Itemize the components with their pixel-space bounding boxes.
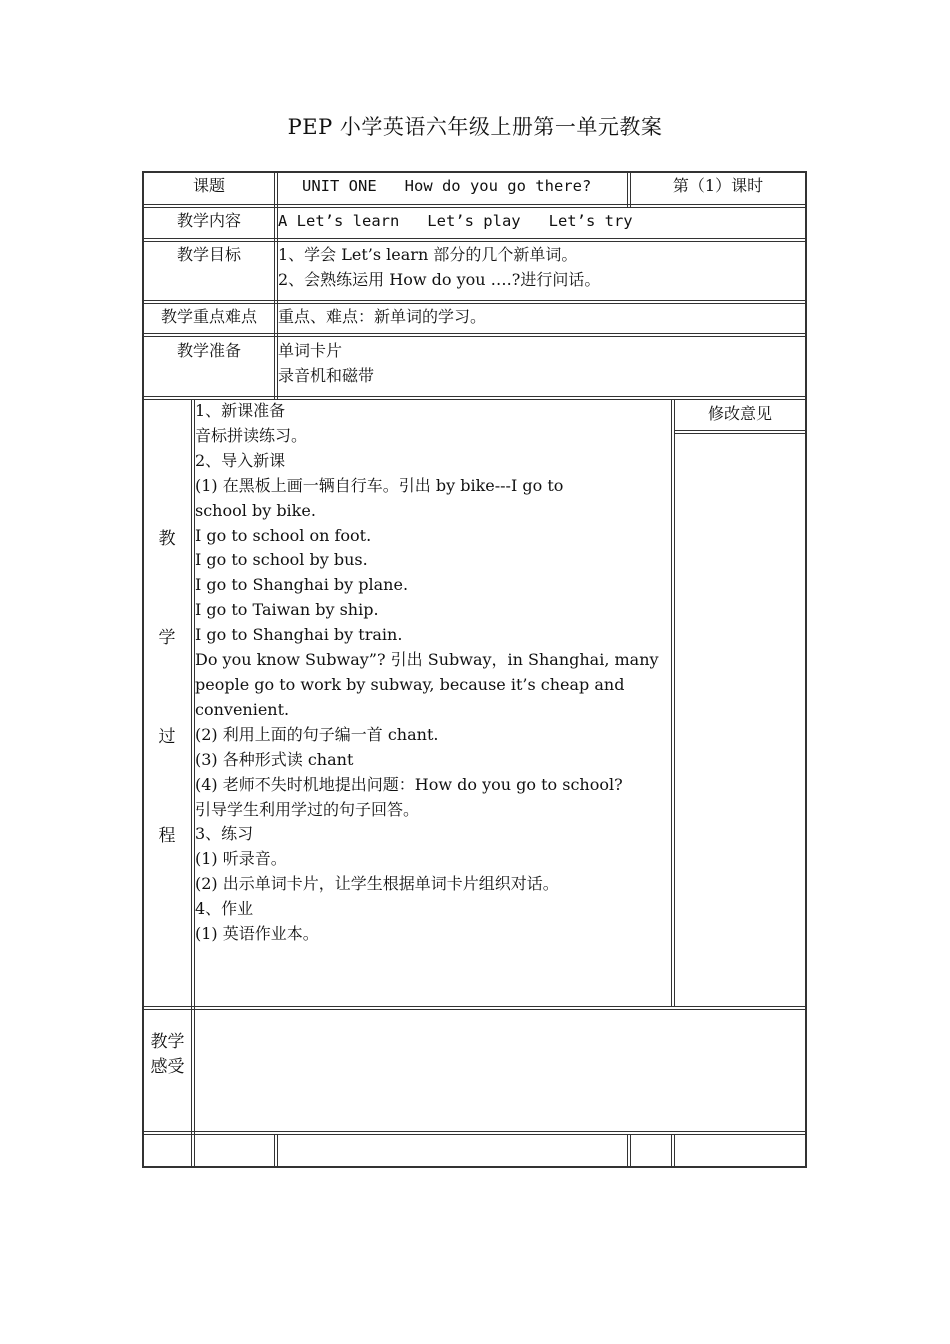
page-title: PEP 小学英语六年级上册第一单元教案 — [287, 115, 663, 139]
objectives-label: 教学目标 — [176, 245, 241, 264]
process-line: people go to work by subway, because it’s cheap and — [195, 674, 625, 694]
process-line: 2、导入新课 — [195, 450, 286, 470]
topic-label: 课题 — [192, 176, 225, 195]
process-label-char: 过 — [158, 727, 176, 747]
row-divider — [142, 396, 807, 397]
row-divider — [674, 430, 807, 431]
table-border-bottom — [142, 1166, 807, 1168]
topic-value: UNIT ONE How do you go there? — [302, 177, 592, 195]
col-divider — [627, 171, 628, 207]
row-divider — [142, 336, 807, 337]
process-line: 引导学生利用学过的句子回答。 — [195, 799, 420, 819]
objective-line-2: 2、会熟练运用 How do you ….?进行问话。 — [278, 270, 601, 289]
row-divider — [674, 433, 807, 434]
process-line: 1、新课准备 — [195, 401, 286, 420]
revision-label: 修改意见 — [707, 404, 772, 423]
preparation-line-1: 单词卡片 — [278, 341, 343, 360]
process-line: convenient. — [195, 699, 290, 719]
col-divider — [277, 1134, 278, 1168]
row-divider — [142, 300, 807, 301]
process-line: Do you know Subway”? 引出 Subway，in Shanghai, many — [195, 650, 659, 670]
col-divider — [627, 1134, 628, 1168]
col-divider — [274, 171, 275, 399]
col-divider — [671, 1134, 672, 1168]
process-line: 4、作业 — [195, 899, 254, 919]
key-points-value: 重点、难点：新单词的学习。 — [278, 307, 487, 326]
process-line: (3) 各种形式读 chant — [195, 749, 354, 769]
process-label-char: 教 — [158, 529, 176, 549]
process-line: (2) 利用上面的句子编一首 chant. — [195, 724, 439, 744]
process-line: (1) 听录音。 — [195, 849, 287, 869]
period-value: 第（1）课时 — [672, 176, 764, 195]
process-line: (1) 在黑板上画一辆自行车。引出 by bike---I go to — [195, 475, 564, 495]
process-line: 音标拼读练习。 — [195, 425, 308, 445]
process-line: I go to Shanghai by train. — [195, 625, 403, 645]
row-divider — [142, 1134, 807, 1135]
row-divider — [142, 1009, 807, 1010]
col-divider — [674, 1134, 675, 1168]
process-line: (1) 英语作业本。 — [195, 924, 319, 944]
content-label: 教学内容 — [176, 211, 241, 230]
col-divider — [671, 399, 672, 1007]
process-label-char: 学 — [158, 628, 176, 648]
row-divider — [142, 333, 807, 334]
col-divider — [674, 399, 675, 1007]
reflection-label-line: 教学 — [150, 1032, 185, 1052]
preparation-line-2: 录音机和磁带 — [278, 366, 375, 385]
col-divider — [274, 1134, 275, 1168]
process-line: I go to school by bus. — [195, 550, 368, 570]
row-divider — [142, 1006, 807, 1007]
process-line: I go to Shanghai by plane. — [195, 575, 409, 595]
key-points-label: 教学重点难点 — [160, 307, 257, 326]
row-divider — [142, 238, 807, 239]
objective-line-1: 1、学会 Let’s learn 部分的几个新单词。 — [278, 245, 578, 264]
reflection-label-line: 感受 — [150, 1057, 185, 1077]
process-line: school by bike. — [195, 500, 316, 520]
row-divider — [142, 1131, 807, 1132]
col-divider — [191, 399, 192, 1168]
process-label-char: 程 — [158, 826, 176, 846]
table-border-right — [805, 171, 807, 1168]
process-line: I go to school on foot. — [195, 525, 372, 545]
process-line: 3、练习 — [195, 824, 254, 844]
process-line: (4) 老师不失时机地提出问题：How do you go to school? — [195, 774, 623, 794]
content-value: A Let’s learn Let’s play Let’s try — [278, 212, 633, 230]
row-divider — [142, 204, 807, 205]
process-line: (2) 出示单词卡片，让学生根据单词卡片组织对话。 — [195, 874, 559, 894]
process-body — [195, 399, 671, 947]
process-line: I go to Taiwan by ship. — [195, 600, 379, 620]
preparation-label: 教学准备 — [176, 341, 241, 360]
col-divider — [630, 1134, 631, 1168]
